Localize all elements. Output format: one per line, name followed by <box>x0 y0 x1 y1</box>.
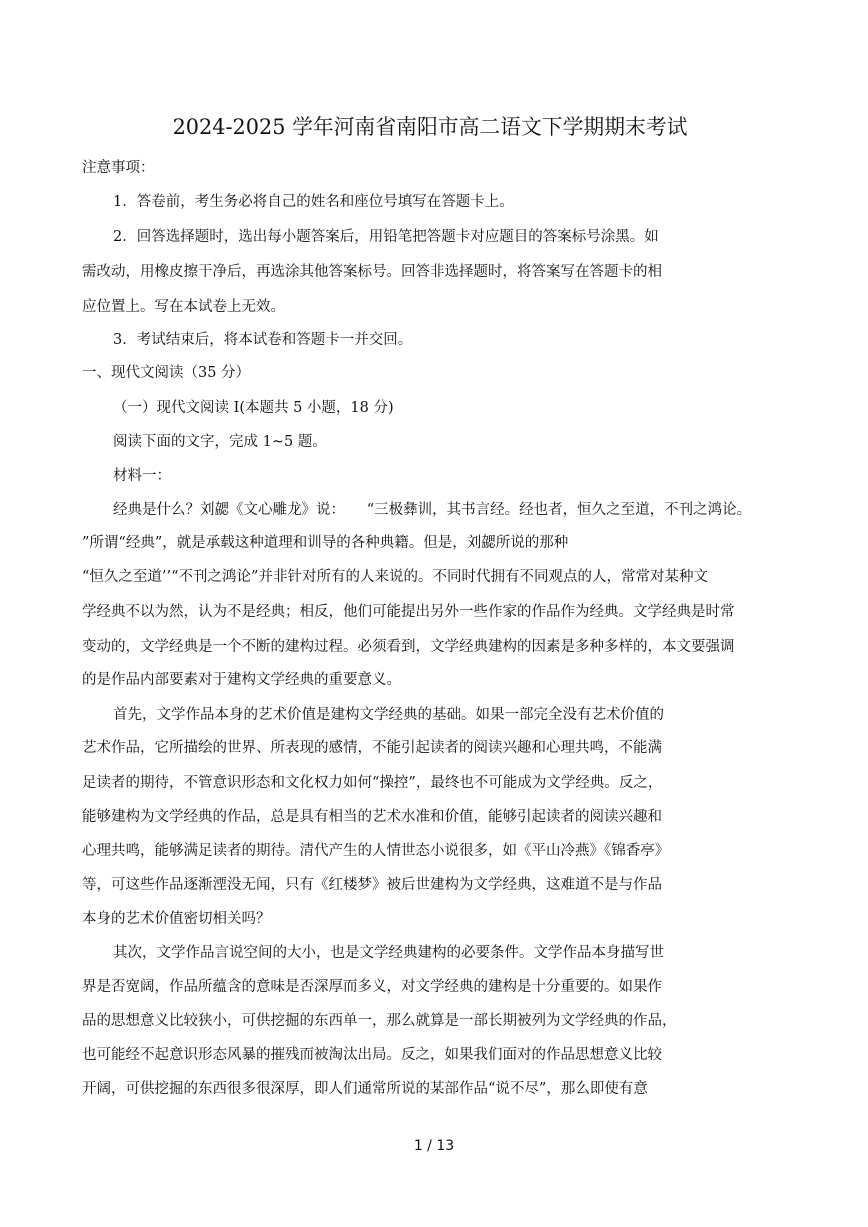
section-heading: 一、现代文阅读（35 分） <box>82 365 251 381</box>
paragraph-3-line: 界是否宽阔，作品所蕴含的意味是否深厚而多义，对文学经典的建构是十分重要的。如果作 <box>82 979 662 995</box>
notice-item-3: 3．考试结束后，将本试卷和答题卡一并交回。 <box>113 332 413 348</box>
paragraph-1-line: “恒久之至道’’“不刊之鸿论”并非针对所有的人来说的。不同时代拥有不同观点的人，常常对某种文 <box>82 569 708 585</box>
notice-item-2-line-3: 应位置上。写在本试卷上无效。 <box>82 299 285 315</box>
reading-instruction: 阅读下面的文字，完成 1~5 题。 <box>113 434 327 450</box>
notice-item-1: 1．答卷前，考生务必将自己的姓名和座位号填写在答题卡上。 <box>113 194 514 210</box>
paragraph-1-line: 的是作品内部要素对于建构文学经典的重要意义。 <box>82 672 401 688</box>
paragraph-1-line: 变动的，文学经典是一个不断的建构过程。必须看到，文学经典建构的因素是多种多样的，本文要强调 <box>82 639 735 655</box>
paragraph-2-line: 首先，文学作品本身的艺术价值是建构文学经典的基础。如果一部完全没有艺术价值的 <box>113 707 664 723</box>
subsection-heading: （一）现代文阅读 I(本题共 5 小题，18 分) <box>113 400 394 416</box>
paragraph-3-line: 品的思想意义比较狭小，可供挖掘的东西单一，那么就算是一部长期被列为文学经典的作品， <box>82 1013 677 1029</box>
paragraph-2-line: 心理共鸣，能够满足读者的期待。清代产生的人情世态小说很多，如《平山冷燕》《锦香亭》 <box>82 843 670 859</box>
paragraph-2-line: 足读者的期待，不管意识形态和文化权力如何“操控”，最终也不可能成为文学经典。反之， <box>82 775 663 791</box>
page-number: 1 / 13 <box>413 1138 455 1154</box>
paragraph-1-line: 学经典不以为然，认为不是经典；相反，他们可能提出另外一些作家的作品作为经典。文学经典是时常 <box>82 604 735 620</box>
paragraph-2-line: 能够建构为文学经典的作品，总是具有相当的艺术水准和价值，能够引起读者的阅读兴趣和 <box>82 809 662 825</box>
paragraph-3-line: 也可能经不起意识形态风暴的摧残而被淘汰出局。反之，如果我们面对的作品思想意义比较 <box>82 1047 662 1063</box>
paragraph-1-line: ”所谓“经典”，就是承载这种道理和训导的各种典籍。但是，刘勰所说的那种 <box>82 535 569 551</box>
notice-item-2-line-1: 2．回答选择题时，选出每小题答案后，用铅笔把答题卡对应题目的答案标号涂黑。如 <box>113 229 659 245</box>
paragraph-1-line: 经典是什么？刘勰《文心雕龙》说： “三极彝训，其书言经。经也者，恒久之至道，不刊之鸿论。 <box>113 502 752 518</box>
material-label: 材料一： <box>113 468 171 484</box>
notice-item-2-line-2: 需改动，用橡皮擦干净后，再选涂其他答案标号。回答非选择题时，将答案写在答题卡的相 <box>82 264 662 280</box>
paragraph-2-line: 本身的艺术价值密切相关吗？ <box>82 911 271 927</box>
document-title: 2024-2025 学年河南省南阳市高二语文下学期期末考试 <box>172 115 688 139</box>
notice-heading: 注意事项： <box>82 160 155 176</box>
paragraph-2-line: 艺术作品，它所描绘的世界、所表现的感情，不能引起读者的阅读兴趣和心理共鸣，不能满 <box>82 740 662 756</box>
paragraph-2-line: 等，可这些作品逐渐湮没无闻，只有《红楼梦》被后世建构为文学经典，这难道不是与作品 <box>82 877 662 893</box>
paragraph-3-line: 其次，文学作品言说空间的大小，也是文学经典建构的必要条件。文学作品本身描写世 <box>113 945 664 961</box>
paragraph-3-line: 开阔，可供挖掘的东西很多很深厚，即人们通常所说的某部作品“说不尽”，那么即使有意 <box>82 1081 648 1097</box>
